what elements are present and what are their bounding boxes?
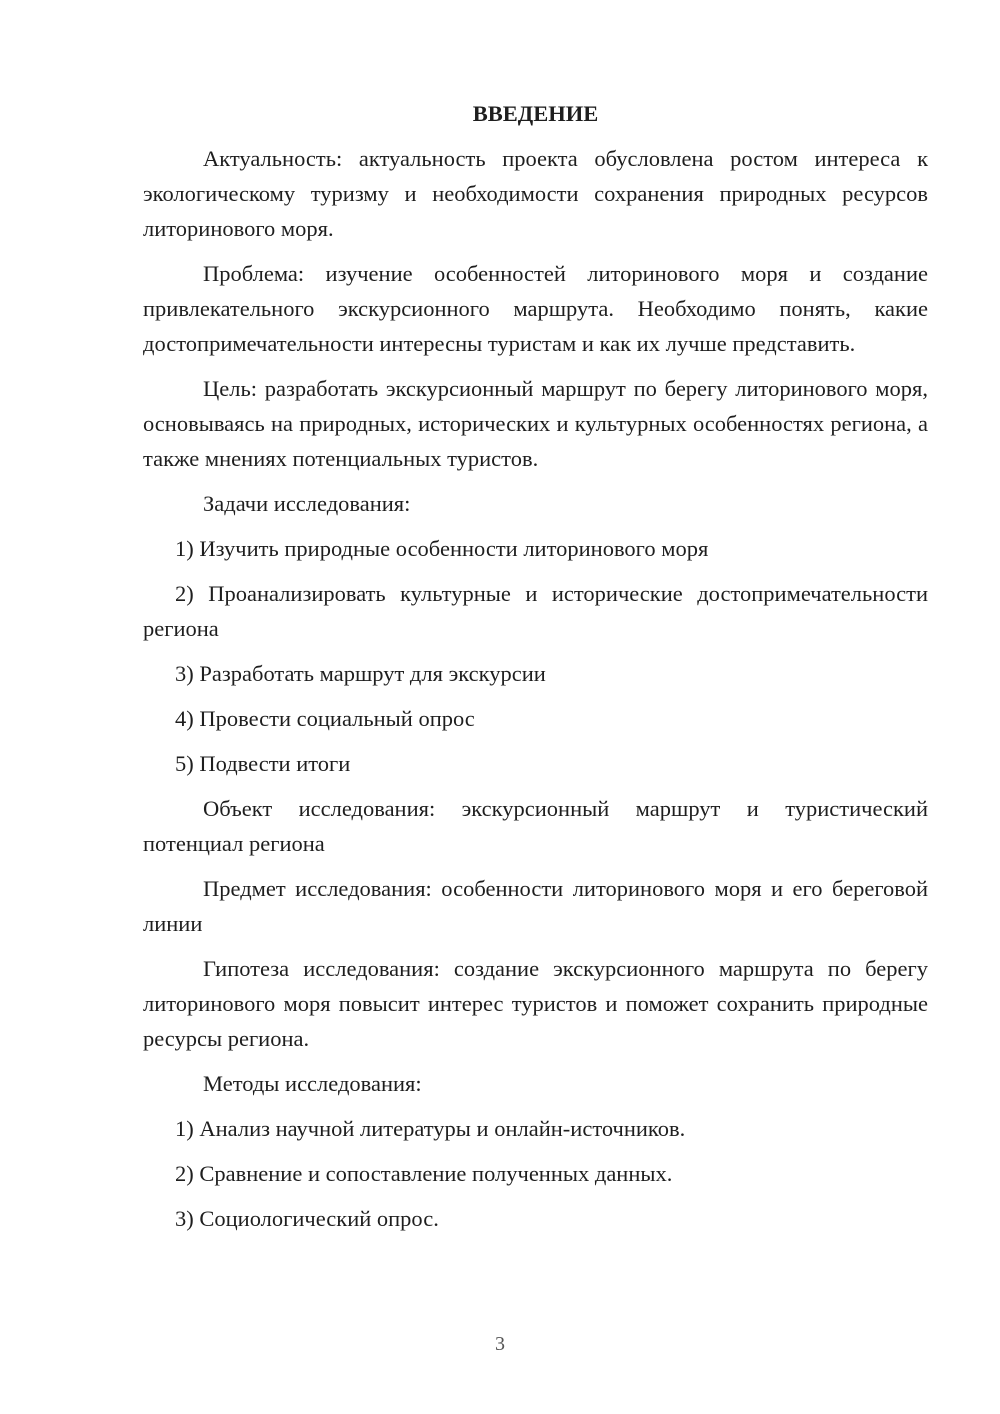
task-item: 2) Проанализировать культурные и исторические достопримечательности региона [143,581,928,641]
task-item: 4) Провести социальный опрос [175,706,475,731]
relevance-paragraph: Актуальность: актуальность проекта обусловлена ростом интереса к экологическому туризму и необходимости сохранения природных ресурсов литоринового моря. [143,146,928,241]
method-item: 2) Сравнение и сопоставление полученных данных. [175,1161,673,1186]
methods-heading: Методы исследования: [203,1071,422,1096]
subject-paragraph: Предмет исследования: особенности литоринового моря и его береговой линии [143,876,928,936]
problem-paragraph: Проблема: изучение особенностей литоринового моря и создание привлекательного экскурсионного маршрута. Необходимо понять, какие достопримечательности интересны туристам и как их лучше представить. [143,261,928,356]
method-item: 1) Анализ научной литературы и онлайн-источников. [175,1116,686,1141]
document-page [143,96,928,1246]
page-title: ВВЕДЕНИЕ [472,101,599,126]
page-number: 3 [495,1333,505,1355]
method-item: 3) Социологический опрос. [175,1206,439,1231]
task-item: 1) Изучить природные особенности литоринового моря [175,536,709,561]
goal-paragraph: Цель: разработать экскурсионный маршрут по берегу литоринового моря, основываясь на природных, исторических и культурных особенностях региона, а также мнениях потенциальных туристов. [143,376,928,471]
hypothesis-paragraph: Гипотеза исследования: создание экскурсионного маршрута по берегу литоринового моря повысит интерес туристов и поможет сохранить природные ресурсы региона. [143,956,928,1051]
object-paragraph: Объект исследования: экскурсионный маршрут и туристический потенциал региона [143,796,928,856]
task-item: 5) Подвести итоги [175,751,351,776]
task-item: 3) Разработать маршрут для экскурсии [175,661,546,686]
tasks-heading: Задачи исследования: [203,491,411,516]
